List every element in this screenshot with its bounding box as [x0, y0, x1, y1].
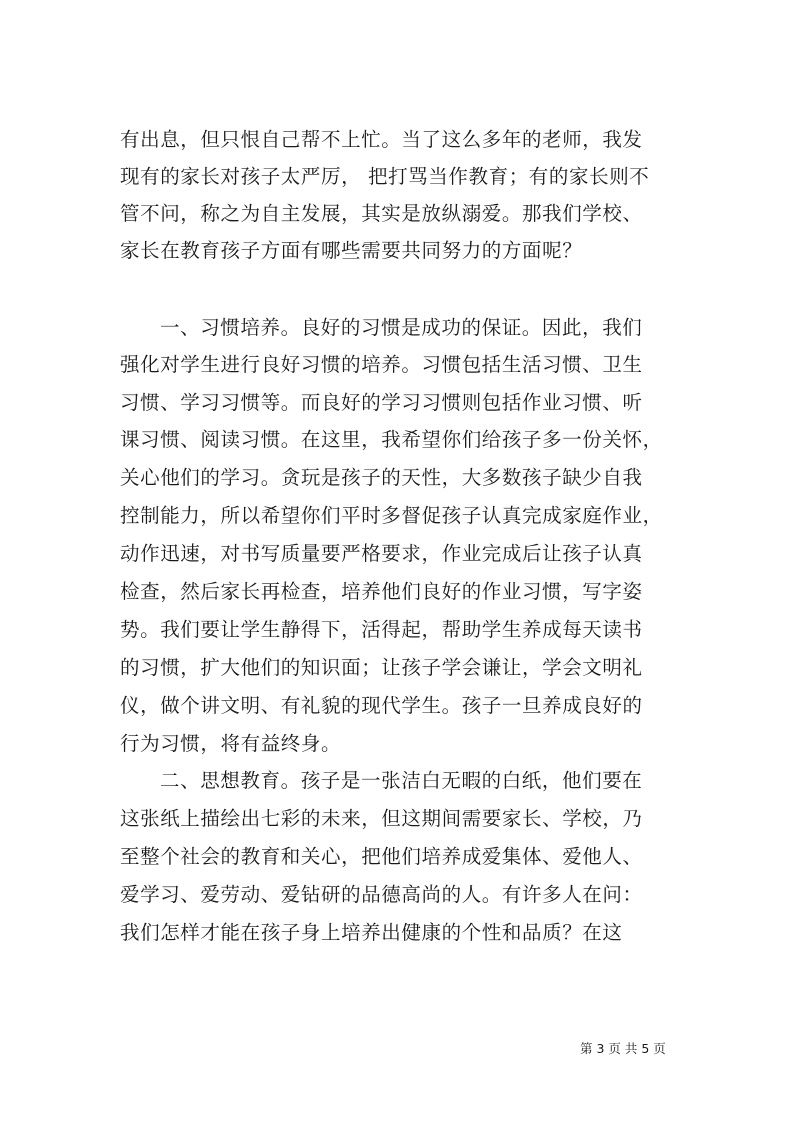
paragraph-line: 爱学习、爱劳动、爱钻研的品德高尚的人。有许多人在问：	[120, 883, 643, 906]
paragraph-line: 家长在教育孩子方面有哪些需要共同努力的方面呢？	[120, 239, 583, 262]
paragraph-line: 至整个社会的教育和关心，把他们培养成爱集体、爱他人、	[120, 845, 643, 868]
paragraph-line: 一、习惯培养。良好的习惯是成功的保证。因此，我们	[160, 316, 643, 339]
paragraph-line: 动作迅速，对书写质量要严格要求，作业完成后让孩子认真	[120, 542, 643, 565]
paragraph-line: 行为习惯，将有益终身。	[120, 732, 342, 755]
paragraph-line: 势。我们要让学生静得下，活得起，帮助学生养成每天读书	[120, 618, 643, 641]
paragraph-line: 课习惯、阅读习惯。在这里，我希望你们给孩子多一份关怀，	[120, 428, 663, 451]
paragraph-line: 习惯、学习习惯等。而良好的学习习惯则包括作业习惯、听	[120, 391, 643, 414]
paragraph-line: 二、思想教育。孩子是一张洁白无暇的白纸，他们要在	[160, 769, 643, 792]
paragraph-line: 有出息，但只恨自己帮不上忙。当了这么多年的老师，我发	[120, 128, 643, 151]
paragraph-line: 这张纸上描绘出七彩的未来，但这期间需要家长、学校，乃	[120, 807, 643, 830]
paragraph-line: 强化对学生进行良好习惯的培养。习惯包括生活习惯、卫生	[120, 353, 643, 376]
paragraph-line: 关心他们的学习。贪玩是孩子的天性，大多数孩子缺少自我	[120, 466, 643, 489]
page-number-footer: 第 3 页 共 5 页	[580, 1041, 666, 1056]
paragraph-line: 管不问，称之为自主发展，其实是放纵溺爱。那我们学校、	[120, 202, 643, 225]
paragraph-line: 检查，然后家长再检查，培养他们良好的作业习惯，写字姿	[120, 580, 643, 603]
paragraph-line: 现有的家长对孩子太严厉， 把打骂当作教育；有的家长则不	[120, 165, 650, 188]
paragraph-line: 控制能力，所以希望你们平时多督促孩子认真完成家庭作业，	[120, 504, 663, 527]
paragraph-line: 我们怎样才能在孩子身上培养出健康的个性和品质？在这	[120, 921, 623, 944]
paragraph-line: 仪，做个讲文明、有礼貌的现代学生。孩子一旦养成良好的	[120, 694, 643, 717]
paragraph-line: 的习惯，扩大他们的知识面；让孩子学会谦让，学会文明礼	[120, 656, 643, 679]
